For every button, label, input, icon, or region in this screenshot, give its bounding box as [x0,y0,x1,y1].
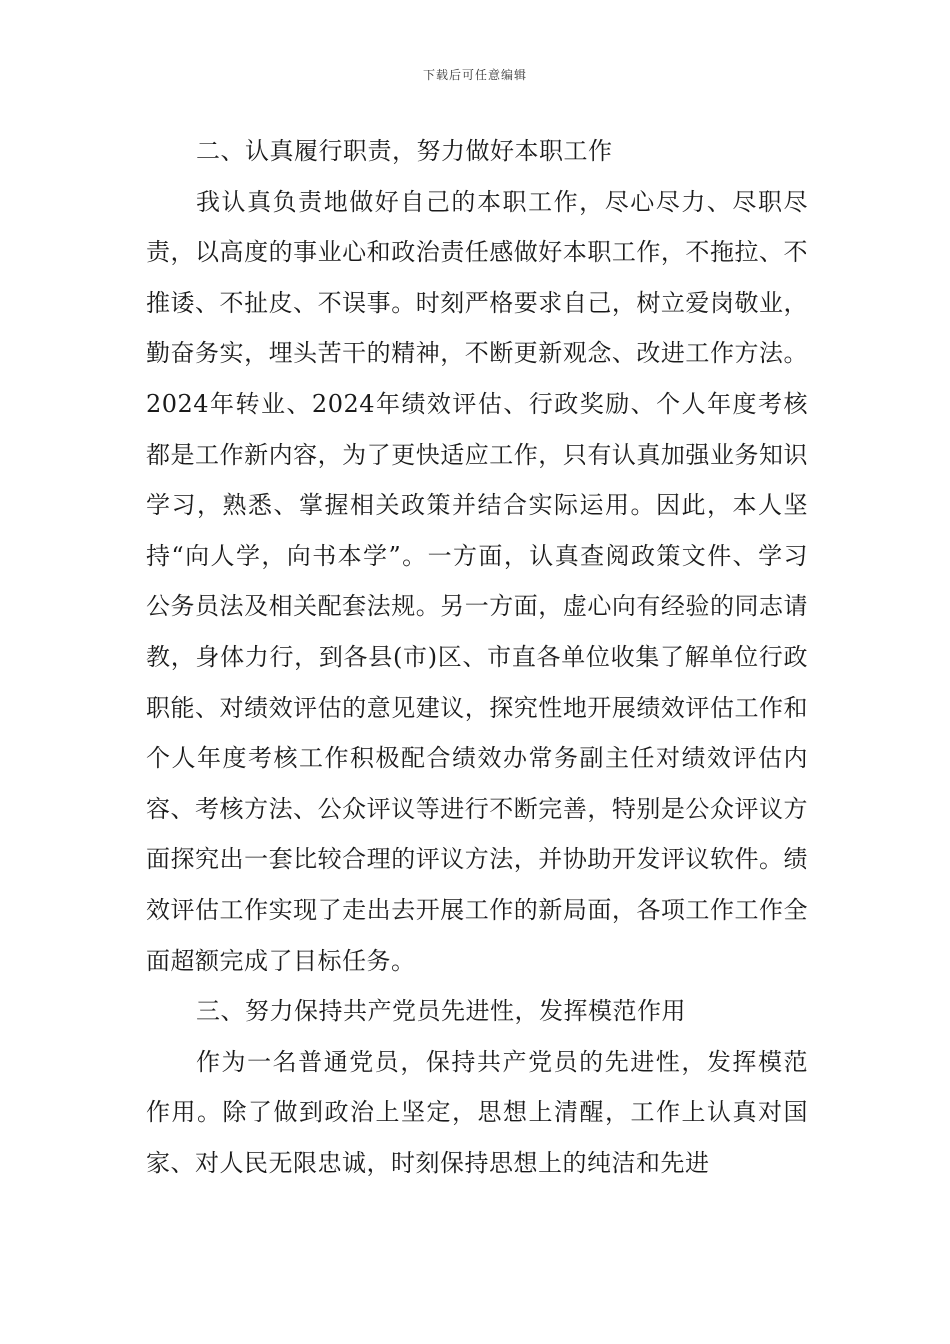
document-body [146,126,808,1188]
section-heading-3: 三、努力保持共产党员先进性，发挥模范作用 [196,997,686,1026]
body-paragraph: 我认真负责地做好自己的本职工作，尽心尽力、尽职尽责，以高度的事业心和政治责任感做好本职工作，不拖拉、不推诿、不扯皮、不误事。时刻严格要求自己，树立爱岗敬业，勤奋务实，埋头苦干的精神，不断更新观念、改进工作方法。2024年转业、2024年绩效评估、行政奖励、个人年度考核都是工作新内容，为了更快适应工作，只有认真加强业务知识学习，熟悉、掌握相关政策并结合实际运用。因此，本人坚持“向人学，向书本学”。一方面，认真查阅政策文件、学习公务员法及相关配套法规。另一方面，虚心向有经验的同志请教，身体力行，到各县(市)区、市直各单位收集了解单位行政职能、对绩效评估的意见建议，探究性地开展绩效评估工作和个人年度考核工作积极配合绩效办常务副主任对绩效评估内容、考核方法、公众评议等进行不断完善，特别是公众评议方面探究出一套比较合理的评议方法，并协助开发评议软件。绩效评估工作实现了走出去开展工作的新局面，各项工作工作全面超额完成了目标任务。 [146,187,808,975]
section-heading-2: 二、认真履行职责，努力做好本职工作 [196,137,613,165]
body-paragraph: 作为一名普通党员，保持共产党员的先进性，发挥模范作用。除了做到政治上坚定，思想上清醒，工作上认真对国家、对人民无限忠诚，时刻保持思想上的纯洁和先进 [146,1047,808,1177]
header-note: 下载后可任意编辑 [422,68,527,82]
